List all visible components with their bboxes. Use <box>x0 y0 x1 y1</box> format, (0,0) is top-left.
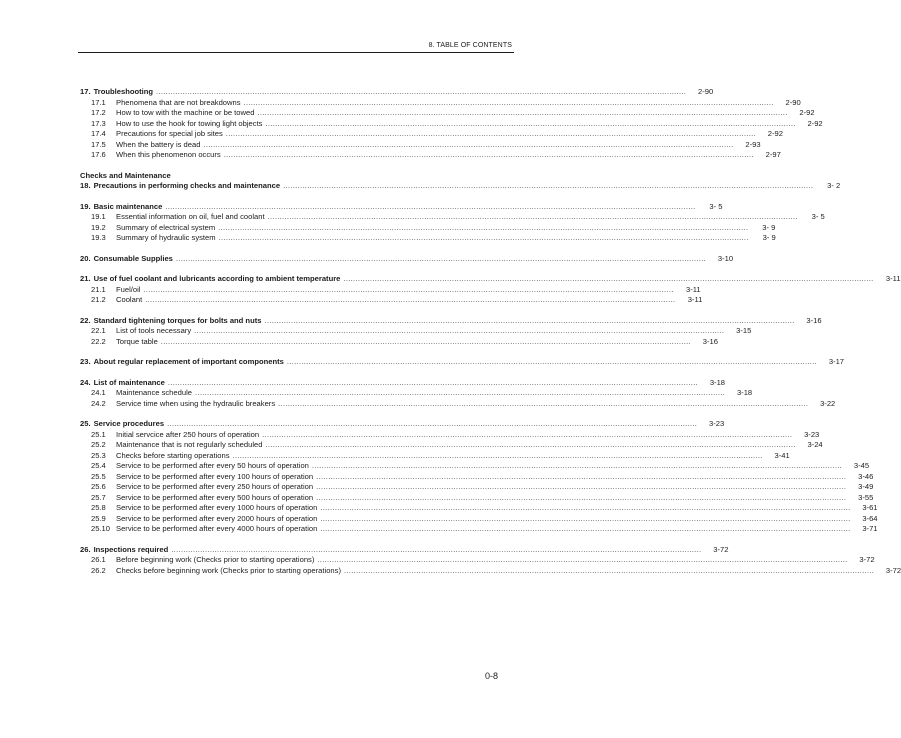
dot-leader: ............................................................................................................................................................................................................................ <box>320 524 851 533</box>
toc-subentry[interactable] <box>80 471 874 483</box>
toc-subentry[interactable] <box>80 492 874 504</box>
toc-entry-title: Initial servcice after 250 hours of operation <box>116 429 260 439</box>
toc-entry-page: 3-71 <box>862 524 878 533</box>
toc-subentry[interactable] <box>80 482 874 493</box>
dot-leader: ............................................................................................................................................................................................................................ <box>317 555 848 564</box>
dot-leader: ............................................................................................................................................................................................................................ <box>218 233 749 242</box>
toc-entry-page: 3-61 <box>862 503 878 512</box>
toc-entry-title: Precautions for special job sites <box>116 129 223 138</box>
toc-entry-number: 17.4 <box>91 129 106 138</box>
toc-entry-number: 21.1 <box>91 284 106 294</box>
toc-subentry[interactable] <box>80 222 776 234</box>
toc-entry-number: 24.1 <box>91 388 106 397</box>
toc-subentry[interactable] <box>80 97 801 109</box>
toc-subentry[interactable] <box>80 555 875 566</box>
toc-entry-title: Checks before starting operations <box>116 450 230 460</box>
toc-entry-title: Precautions in performing checks and maintenance <box>93 181 281 190</box>
toc-spacer <box>80 306 514 316</box>
toc-subentry[interactable] <box>80 326 752 337</box>
dot-leader: ............................................................................................................................................................................................................................ <box>265 118 796 128</box>
toc-entry-number: 17.5 <box>91 139 106 149</box>
toc-entry-title: When this phenomenon occurs <box>116 150 221 159</box>
toc-entry-number: 25.4 <box>91 461 106 470</box>
toc-entry-page: 3-72 <box>859 555 875 564</box>
toc-entry-page: 3-10 <box>717 253 734 263</box>
toc-spacer <box>80 192 514 202</box>
toc-entry-title: How to use the hook for towing light objects <box>116 118 263 128</box>
toc-subentry[interactable] <box>80 513 878 525</box>
toc-entry-page: 3-22 <box>820 398 836 408</box>
dot-leader: ............................................................................................................................................................................................................................ <box>232 450 763 460</box>
toc-subentry[interactable] <box>80 139 761 151</box>
toc-entry-number: 25.10 <box>91 524 111 533</box>
toc-entry-title: Phenomena that are not breakdowns <box>116 97 241 107</box>
toc-entry-number: 25.2 <box>91 440 106 449</box>
toc-subentry[interactable] <box>80 336 718 348</box>
toc-entry-title: Service to be performed after every 2000 hours of operation <box>116 513 318 523</box>
toc-entry-number: 17.1 <box>91 97 106 107</box>
toc-entry-page: 3-11 <box>687 295 703 304</box>
toc-entry-page: 2-90 <box>785 97 801 107</box>
toc-entry-page: 3-16 <box>806 315 822 325</box>
toc-entry-title: Fuel/oil <box>116 284 141 294</box>
dot-leader: ............................................................................................................................................................................................................................ <box>267 212 798 221</box>
toc-subentry[interactable] <box>80 284 701 296</box>
toc-entry-page: 3-72 <box>885 565 901 575</box>
toc-entry-title: Service procedures <box>93 419 165 428</box>
toc-entry[interactable] <box>80 274 901 285</box>
toc-entry-page: 3- 2 <box>827 181 841 190</box>
toc-entry[interactable] <box>80 253 734 265</box>
toc-entry-page: 3- 5 <box>709 201 723 211</box>
toc-subentry[interactable] <box>80 565 901 577</box>
toc-subentry[interactable] <box>80 233 776 244</box>
toc-entry-title: Consumable Supplies <box>93 253 173 263</box>
toc-entry-page: 3-46 <box>858 471 874 481</box>
toc-entry-page: 3-45 <box>853 461 870 470</box>
dot-leader: ............................................................................................................................................................................................................................ <box>320 513 851 523</box>
toc-entry-title: Service to be performed after every 4000 hours of operation <box>116 524 318 533</box>
dot-leader: ............................................................................................................................................................................................................................ <box>225 129 756 138</box>
toc-entry-page: 3-49 <box>858 482 874 491</box>
toc-spacer <box>80 347 514 357</box>
toc-entry-number: 19. <box>80 201 91 211</box>
toc-entry-title: Maintenance schedule <box>116 388 192 397</box>
toc-subentry[interactable] <box>80 524 878 535</box>
dot-leader: ............................................................................................................................................................................................................................ <box>165 201 696 211</box>
toc-entry-number: 21.2 <box>91 295 106 304</box>
toc-entry[interactable] <box>80 181 841 192</box>
toc-entry-page: 2-90 <box>698 87 714 96</box>
toc-entry-number: 26.1 <box>91 555 106 564</box>
toc-entry-number: 26.2 <box>91 565 106 575</box>
dot-leader: ............................................................................................................................................................................................................................ <box>167 419 698 428</box>
toc-subentry[interactable] <box>80 461 870 472</box>
toc-subentry[interactable] <box>80 212 825 223</box>
toc-entry-number: 17.3 <box>91 118 106 128</box>
toc-entry-page: 3-18 <box>709 377 726 387</box>
table-of-contents <box>80 87 901 576</box>
toc-entry-title: Service to be performed after every 100 hours of operation <box>116 471 314 481</box>
toc-entry-title: Standard tightening torques for bolts and nuts <box>93 315 262 325</box>
dot-leader: ............................................................................................................................................................................................................................ <box>343 565 875 575</box>
toc-subentry[interactable] <box>80 388 753 399</box>
dot-leader: ............................................................................................................................................................................................................................ <box>167 377 699 387</box>
toc-entry-page: 3-24 <box>807 440 823 449</box>
toc-entry-number: 23. <box>80 357 91 366</box>
dot-leader: ............................................................................................................................................................................................................................ <box>243 97 774 107</box>
toc-entry-number: 25. <box>80 419 91 428</box>
toc-entry-number: 17. <box>80 87 91 96</box>
toc-entry-page: 3- 9 <box>762 233 776 242</box>
toc-spacer <box>80 409 514 419</box>
toc-entry-page: 2-93 <box>745 139 761 149</box>
toc-entry-number: 26. <box>80 544 91 554</box>
dot-leader: ............................................................................................................................................................................................................................ <box>262 429 793 439</box>
toc-spacer <box>80 368 514 378</box>
toc-entry-title: List of maintenance <box>93 377 165 387</box>
toc-entry-title: Basic maintenance <box>93 201 163 211</box>
toc-entry[interactable] <box>80 419 725 430</box>
toc-section-heading: Checks and Maintenance <box>80 170 171 180</box>
toc-entry-number: 21. <box>80 274 91 283</box>
toc-entry[interactable] <box>80 87 714 98</box>
dot-leader: ............................................................................................................................................................................................................................ <box>316 492 847 502</box>
toc-entry[interactable] <box>80 201 723 213</box>
dot-leader: ............................................................................................................................................................................................................................ <box>156 87 687 96</box>
dot-leader: ............................................................................................................................................................................................................................ <box>257 108 788 117</box>
dot-leader: ............................................................................................................................................................................................................................ <box>145 295 676 304</box>
toc-entry-page: 3-18 <box>736 388 753 397</box>
toc-subentry[interactable] <box>80 150 781 161</box>
toc-entry-title: Inspections required <box>93 544 169 554</box>
toc-subentry[interactable] <box>80 118 823 130</box>
toc-entry-title: Summary of hydraulic system <box>116 233 216 242</box>
toc-entry-page: 2-92 <box>767 129 783 138</box>
toc-entry-number: 17.2 <box>91 108 106 117</box>
dot-leader: ............................................................................................................................................................................................................................ <box>264 315 795 325</box>
page-number: 0-8 <box>485 671 499 681</box>
dot-leader: ............................................................................................................................................................................................................................ <box>171 544 702 554</box>
toc-entry-number: 25.9 <box>91 513 106 523</box>
toc-entry-title: Checks before beginning work (Checks prior to starting operations) <box>116 565 341 575</box>
dot-leader: ............................................................................................................................................................................................................................ <box>223 150 754 159</box>
dot-leader: ............................................................................................................................................................................................................................ <box>283 181 814 190</box>
toc-entry-page: 2-97 <box>765 150 781 159</box>
toc-subentry[interactable] <box>80 450 790 462</box>
toc-entry-number: 25.1 <box>91 429 106 439</box>
toc-entry-title: Service time when using the hydraulic breakers <box>116 398 276 408</box>
dot-leader: ............................................................................................................................................................................................................................ <box>278 398 809 408</box>
toc-subentry[interactable] <box>80 503 878 514</box>
toc-entry-page: 3- 5 <box>811 212 825 221</box>
dot-leader: ............................................................................................................................................................................................................................ <box>286 357 818 366</box>
toc-entry-number: 24.2 <box>91 398 106 408</box>
toc-entry-page: 3-16 <box>702 336 718 346</box>
toc-entry-number: 25.6 <box>91 482 106 491</box>
dot-leader: ............................................................................................................................................................................................................................ <box>316 471 847 481</box>
toc-entry-page: 3-23 <box>804 429 820 439</box>
toc-entry-number: 20. <box>80 253 91 263</box>
toc-entry-number: 25.8 <box>91 503 106 512</box>
dot-leader: ............................................................................................................................................................................................................................ <box>160 336 691 346</box>
toc-entry-title: When the battery is dead <box>116 139 201 149</box>
toc-entry-number: 19.1 <box>91 212 106 221</box>
header-rule <box>78 52 514 53</box>
toc-entry-number: 24. <box>80 377 91 387</box>
toc-entry-title: Essential information on oil, fuel and coolant <box>116 212 265 221</box>
toc-entry-page: 3-72 <box>713 544 729 554</box>
toc-entry-page: 3-15 <box>736 326 752 335</box>
toc-subentry[interactable] <box>80 429 820 441</box>
toc-entry-page: 3- 9 <box>762 222 776 232</box>
toc-entry-page: 2-92 <box>807 118 823 128</box>
toc-entry-title: Service to be performed after every 1000 hours of operation <box>116 503 318 512</box>
toc-entry-title: Use of fuel coolant and lubricants according to ambient temperature <box>93 274 341 283</box>
dot-leader: ............................................................................................................................................................................................................................ <box>194 326 725 335</box>
toc-entry-title: Torque table <box>116 336 158 346</box>
dot-leader: ............................................................................................................................................................................................................................ <box>343 274 874 283</box>
toc-entry-number: 25.5 <box>91 471 106 481</box>
dot-leader: ............................................................................................................................................................................................................................ <box>311 461 843 470</box>
toc-entry[interactable] <box>80 544 729 556</box>
toc-entry-title: Coolant <box>116 295 143 304</box>
dot-leader: ............................................................................................................................................................................................................................ <box>218 222 749 232</box>
toc-entry-title: Service to be performed after every 250 hours of operation <box>116 482 314 491</box>
toc-entry-page: 3-41 <box>774 450 790 460</box>
toc-entry-page: 3-11 <box>686 284 701 294</box>
toc-entry-title: Summary of electrical system <box>116 222 216 232</box>
toc-entry-number: 19.3 <box>91 233 106 242</box>
page-header-title: 8. TABLE OF CONTENTS <box>428 42 512 49</box>
dot-leader: ............................................................................................................................................................................................................................ <box>203 139 734 149</box>
toc-entry-page: 3-23 <box>709 419 725 428</box>
toc-entry-number: 18. <box>80 181 91 190</box>
toc-subentry[interactable] <box>80 108 815 119</box>
dot-leader: ............................................................................................................................................................................................................................ <box>143 284 674 294</box>
toc-spacer <box>80 535 514 545</box>
toc-entry-page: 3-55 <box>858 492 874 502</box>
toc-entry-title: About regular replacement of important components <box>93 357 284 366</box>
toc-entry-title: Troubleshooting <box>93 87 154 96</box>
toc-entry-page: 2-92 <box>799 108 815 117</box>
toc-entry-number: 19.2 <box>91 222 106 232</box>
toc-entry-number: 17.6 <box>91 150 106 159</box>
toc-entry-title: Maintenance that is not regularly scheduled <box>116 440 263 449</box>
toc-subentry[interactable] <box>80 129 783 140</box>
dot-leader: ............................................................................................................................................................................................................................ <box>265 440 796 449</box>
toc-entry-number: 25.3 <box>91 450 106 460</box>
toc-subentry[interactable] <box>80 398 836 410</box>
dot-leader: ............................................................................................................................................................................................................................ <box>175 253 707 263</box>
toc-subentry[interactable] <box>80 440 823 451</box>
toc-entry-page: 3-17 <box>828 357 845 366</box>
toc-entry-number: 22.2 <box>91 336 106 346</box>
toc-entry[interactable] <box>80 315 822 327</box>
toc-entry-title: How to tow with the machine or be towed <box>116 108 255 117</box>
toc-entry-number: 22. <box>80 315 91 325</box>
toc-entry[interactable] <box>80 357 845 368</box>
dot-leader: ............................................................................................................................................................................................................................ <box>320 503 851 512</box>
toc-entry-number: 22.1 <box>91 326 106 335</box>
toc-entry-page: 3-11 <box>885 274 901 283</box>
toc-entry-title: List of tools necessary <box>116 326 192 335</box>
toc-entry-page: 3-64 <box>862 513 878 523</box>
toc-entry[interactable] <box>80 377 726 389</box>
toc-entry-title: Before beginning work (Checks prior to starting operations) <box>116 555 315 564</box>
toc-spacer <box>80 264 514 274</box>
toc-entry-title: Service to be performed after every 500 hours of operation <box>116 492 314 502</box>
toc-spacer <box>80 244 514 254</box>
toc-entry-number: 25.7 <box>91 492 106 502</box>
dot-leader: ............................................................................................................................................................................................................................ <box>195 388 726 397</box>
toc-subentry[interactable] <box>80 295 703 306</box>
toc-spacer <box>80 161 514 171</box>
toc-entry-title: Service to be performed after every 50 hours of operation <box>116 461 309 470</box>
dot-leader: ............................................................................................................................................................................................................................ <box>316 482 847 491</box>
